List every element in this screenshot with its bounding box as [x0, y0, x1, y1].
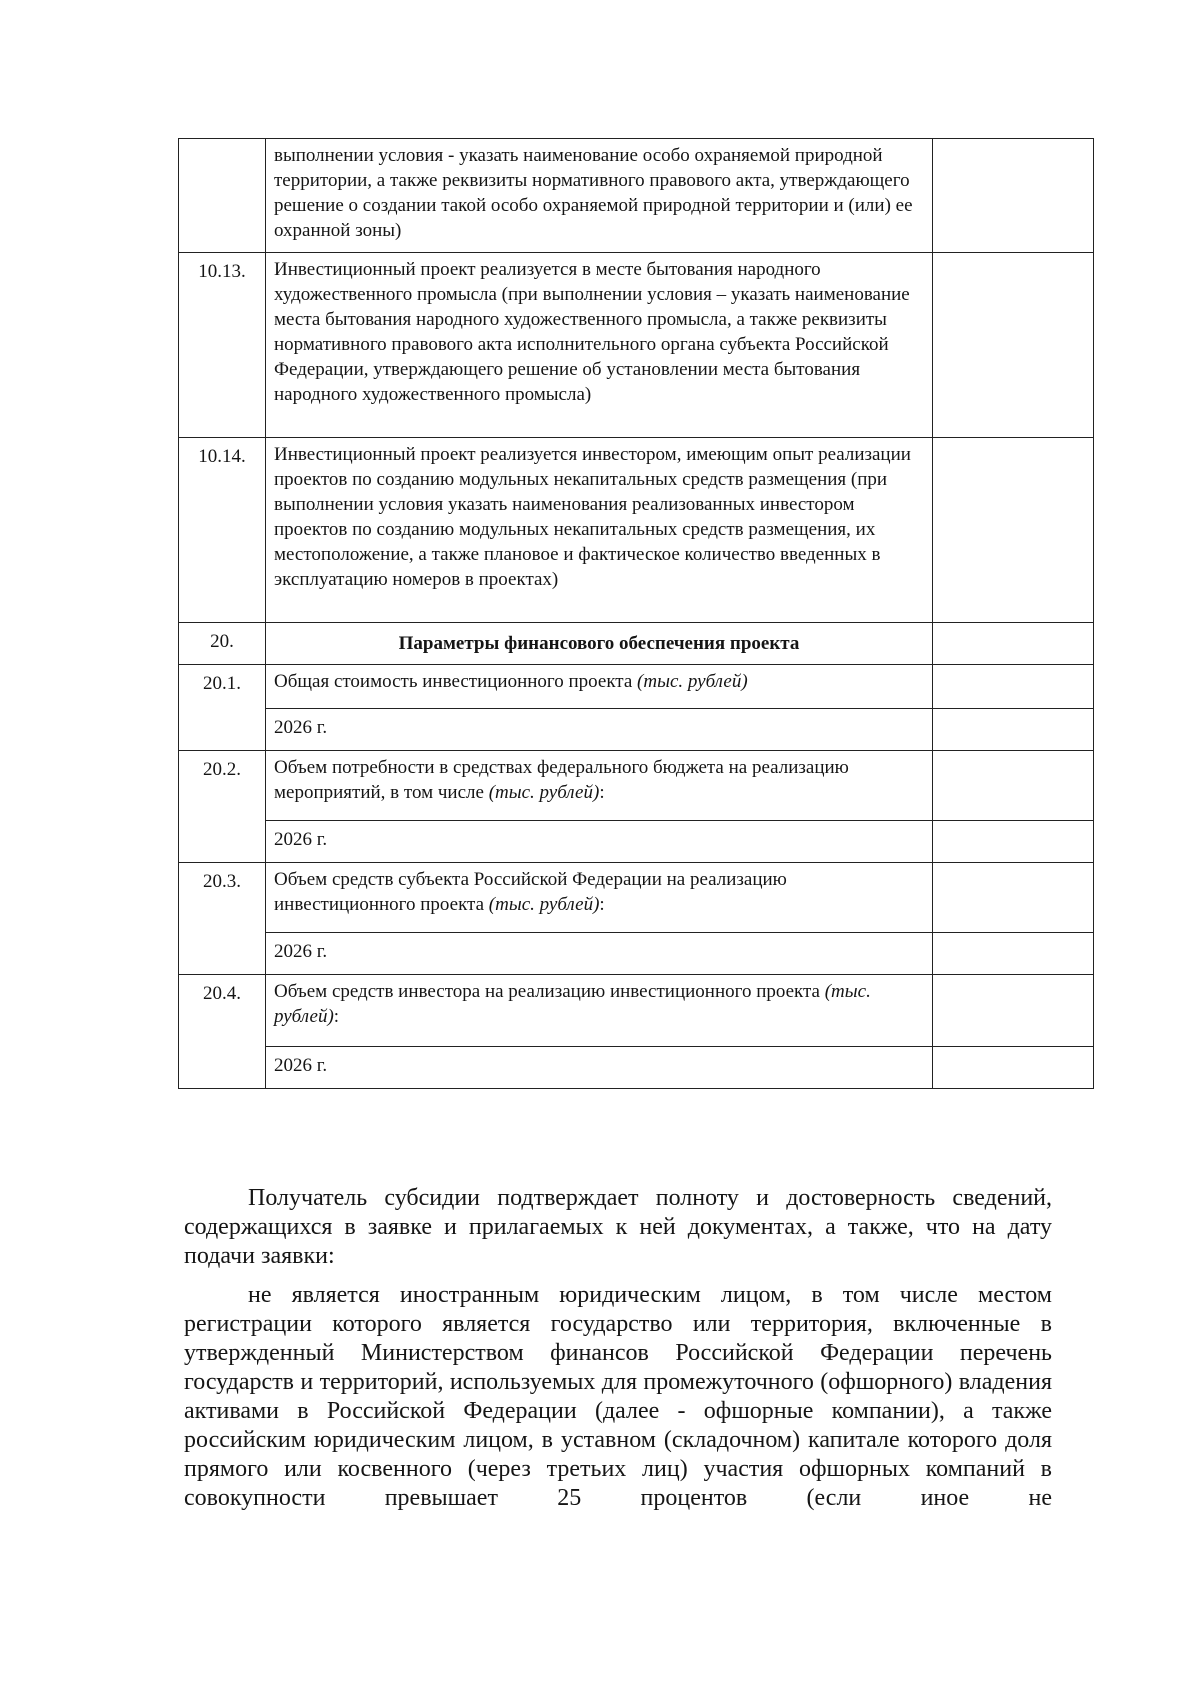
project-parameters-table	[178, 138, 1094, 1089]
row-number	[179, 139, 266, 253]
year-row	[179, 709, 1094, 751]
value-cell	[933, 623, 1094, 665]
unit-tail: :	[333, 1006, 340, 1027]
unit-label: (тыс. рублей)	[488, 782, 600, 803]
table-row	[179, 438, 1094, 623]
table-row	[179, 139, 1094, 253]
value-cell	[933, 438, 1094, 623]
row-text: Общая стоимость инвестиционного проекта	[274, 671, 633, 692]
value-cell	[933, 975, 1094, 1047]
table-row	[179, 751, 1094, 821]
row-number: 20.4.	[179, 975, 266, 1089]
row-text: Объем средств инвестора на реализацию инвестиционного проекта	[274, 981, 820, 1002]
value-cell	[933, 933, 1094, 975]
row-number: 10.13.	[179, 253, 266, 438]
value-cell	[933, 821, 1094, 863]
year-label: 2026 г.	[274, 1055, 328, 1076]
table-row	[179, 665, 1094, 709]
value-cell	[933, 751, 1094, 821]
year-cell	[266, 933, 933, 975]
year-row	[179, 821, 1094, 863]
section-title: Параметры финансового обеспечения проекта	[266, 623, 933, 665]
row-number: 20.2.	[179, 751, 266, 863]
value-cell	[933, 709, 1094, 751]
row-description: выполнении условия - указать наименование особо охраняемой природной территории, а также реквизиты нормативного правового акта, утверждающего решение о создании такой особо охраняемой природной территории и (или) ее охранной зоны)	[266, 139, 933, 253]
year-cell	[266, 821, 933, 863]
unit-tail: :	[599, 894, 605, 915]
year-label: 2026 г.	[274, 829, 328, 850]
unit-label: (тыс. рублей)	[274, 981, 871, 1027]
value-cell	[933, 253, 1094, 438]
offshore-paragraph: не является иностранным юридическим лицом, в том числе местом регистрации которого является государство или территория, включенные в утвержденный Министерством финансов Российской Федерации перечень государств и территорий, используемых для промежуточного (офшорного) владения активами в Российской Федерации (далее - офшорные компании), а также российским юридическим лицом, в уставном (складочном) капитале которого доля прямого или косвенного (через третьих лиц) участия офшорных компаний в совокупности превышает 25 процентов (если иное не	[184, 1282, 1052, 1511]
year-label: 2026 г.	[274, 941, 328, 962]
table-row	[179, 863, 1094, 933]
value-cell	[933, 665, 1094, 709]
year-row	[179, 1047, 1094, 1089]
year-row	[179, 933, 1094, 975]
confirmation-paragraph: Получатель субсидии подтверждает полноту и достоверность сведений, содержащихся в заявке и прилагаемых к ней документах, а также, что на дату подачи заявки:	[184, 1185, 1052, 1269]
row-number: 20.1.	[179, 665, 266, 751]
year-label: 2026 г.	[274, 717, 328, 738]
row-description: Инвестиционный проект реализуется в месте бытования народного художественного промысла (при выполнении условия – указать наименование места бытования народного художественного промысла, а также реквизиты нормативного правового акта исполнительного органа субъекта Российской Федерации, утверждающего решение об установлении места бытования народного художественного промысла)	[266, 253, 933, 438]
row-number: 10.14.	[179, 438, 266, 623]
row-number: 20.3.	[179, 863, 266, 975]
unit-label: (тыс. рублей)	[488, 894, 600, 915]
year-cell	[266, 1047, 933, 1089]
table-row	[179, 253, 1094, 438]
row-description: Инвестиционный проект реализуется инвестором, имеющим опыт реализации проектов по созданию модульных некапитальных средств размещения (при выполнении условия указать наименования реализованных инвестором проектов по созданию модульных некапитальных средств размещения, их местоположение, а также плановое и фактическое количество введенных в эксплуатацию номеров в проектах)	[266, 438, 933, 623]
year-cell	[266, 709, 933, 751]
unit-label: (тыс. рублей)	[637, 671, 748, 692]
row-description	[266, 665, 933, 709]
row-number: 20.	[179, 623, 266, 665]
row-text: Объем средств субъекта Российской Федерации на реализацию инвестиционного проекта	[274, 869, 787, 915]
table-row	[179, 975, 1094, 1047]
row-text: Объем потребности в средствах федерального бюджета на реализацию мероприятий, в том числе	[274, 757, 849, 803]
row-description	[266, 751, 933, 821]
value-cell	[933, 863, 1094, 933]
row-description	[266, 975, 933, 1047]
row-description	[266, 863, 933, 933]
value-cell	[933, 1047, 1094, 1089]
value-cell	[933, 139, 1094, 253]
unit-tail: :	[599, 782, 605, 803]
section-header-row	[179, 623, 1094, 665]
